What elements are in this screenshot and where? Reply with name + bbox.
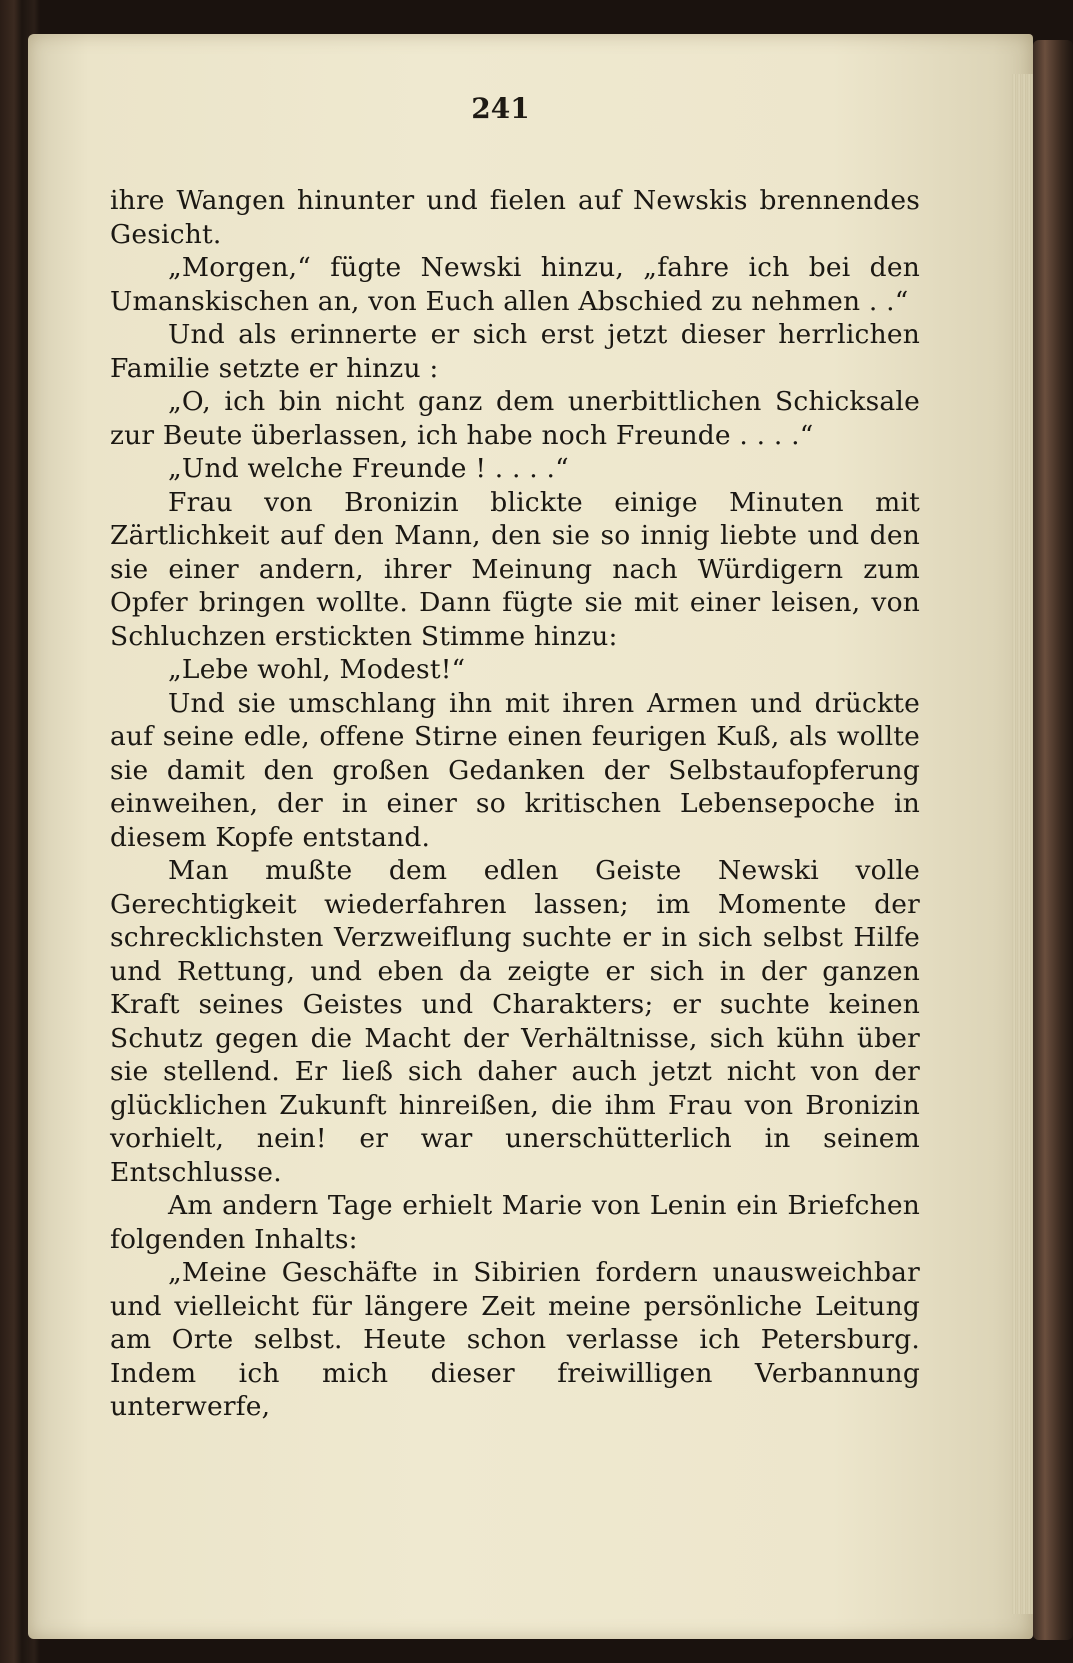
- page-stack-edge: [1011, 74, 1033, 1614]
- paragraph: „Und welche Freunde ! . . . .“: [168, 453, 569, 484]
- page-text: [110, 184, 920, 1424]
- paragraph: „Morgen,“ fügte Newski hinzu, „fahre ich bei den Umanskischen an, von Euch allen Abschied zu nehmen . .“: [110, 252, 920, 317]
- paragraph: „Lebe wohl, Modest!“: [168, 654, 466, 685]
- paragraph: ihre Wangen hinunter und fielen auf Newskis brennendes Gesicht.: [110, 185, 920, 250]
- paragraph: Am andern Tage erhielt Marie von Lenin ein Briefchen folgenden Inhalts:: [110, 1190, 920, 1255]
- paragraph: „Meine Geschäfte in Sibirien fordern unausweichbar und vielleicht für längere Zeit meine persönliche Leitung am Orte selbst. Heute schon verlasse ich Petersburg. Indem ich mich dieser freiwilligen Verbannung unterwerfe,: [110, 1257, 920, 1422]
- paragraph: Man mußte dem edlen Geiste Newski volle Gerechtigkeit wiederfahren lassen; im Momente der schrecklichsten Verzweiflung suchte er in sich selbst Hilfe und Rettung, und eben da zeigte er sich in der ganzen Kraft seines Geistes und Charakters; er suchte keinen Schutz gegen die Macht der Verhältnisse, sich kühn über sie stellend. Er ließ sich daher auch jetzt nicht von der glücklichen Zukunft hinreißen, die ihm Frau von Bronizin vorhielt, nein! er war unerschütterlich in seinem Entschlusse.: [110, 855, 920, 1188]
- page-number: 241: [471, 92, 530, 125]
- book-page: [28, 34, 1033, 1639]
- book-cover-edge: [1033, 40, 1073, 1640]
- paragraph: „O, ich bin nicht ganz dem unerbittlichen Schicksale zur Beute überlassen, ich habe noch Freunde . . . .“: [110, 386, 920, 451]
- paragraph: Und als erinnerte er sich erst jetzt dieser herrlichen Familie setzte er hinzu :: [110, 319, 920, 384]
- paragraph: Frau von Bronizin blickte einige Minuten mit Zärtlichkeit auf den Mann, den sie so innig liebte und den sie einer andern, ihrer Meinung nach Würdigern zum Opfer bringen wollte. Dann fügte sie mit einer leisen, von Schluchzen erstickten Stimme hinzu:: [110, 486, 920, 652]
- paragraph: Und sie umschlang ihn mit ihren Armen und drückte auf seine edle, offene Stirne einen feurigen Kuß, als wollte sie damit den großen Gedanken der Selbstaufopferung einweihen, der in einer so kritischen Lebensepoche in diesem Kopfe entstand.: [110, 687, 920, 853]
